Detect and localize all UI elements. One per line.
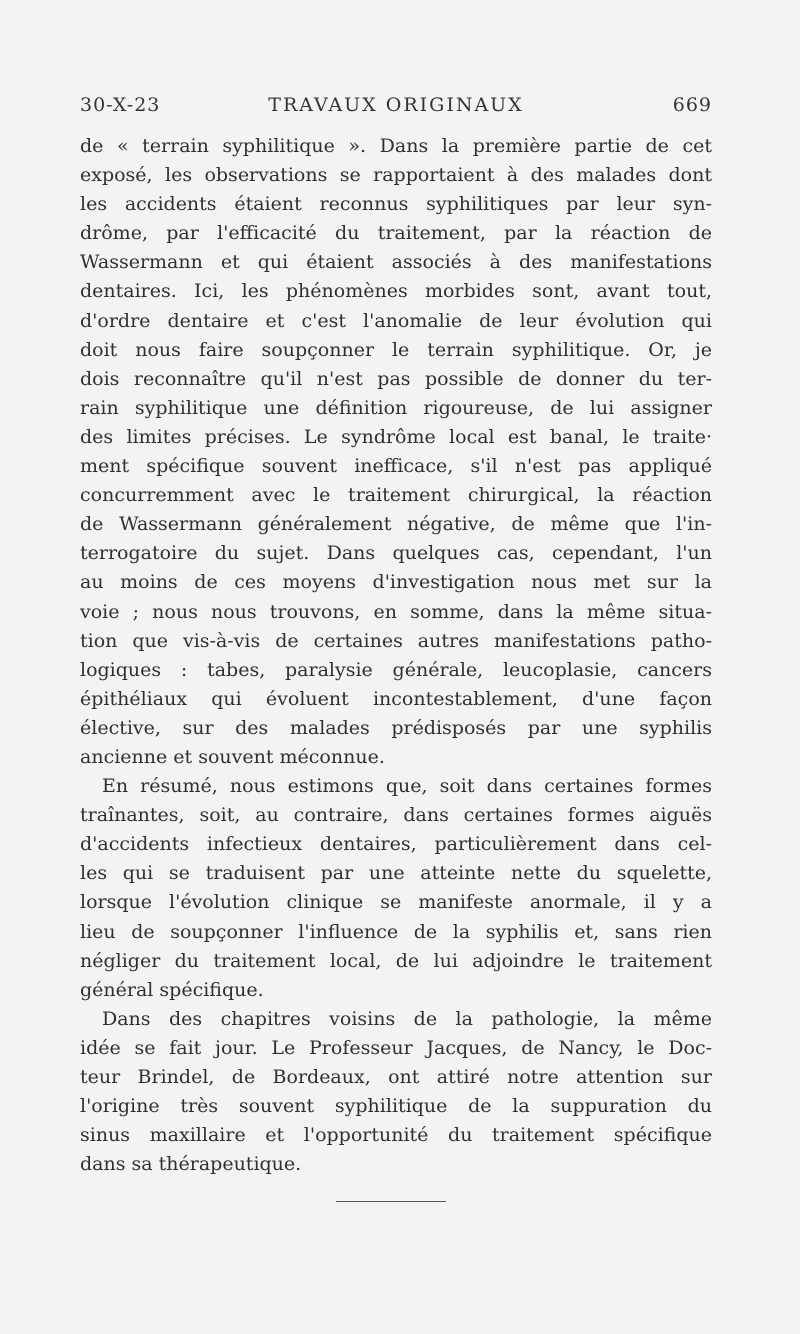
text-line: élective, sur des malades prédisposés par une syphilis — [80, 716, 712, 739]
running-header — [80, 94, 712, 124]
text-line: idée se fait jour. Le Professeur Jacques, de Nancy, le Doc- — [80, 1036, 712, 1059]
text-line: concurremment avec le traitement chirurgical, la réaction — [80, 484, 712, 507]
text-line: négliger du traitement local, de lui adjoindre le traitement — [80, 949, 712, 972]
text-line: Wassermann et qui étaient associés à des manifestations — [80, 251, 712, 274]
text-line: de « terrain syphilitique ». Dans la première partie de cet — [80, 135, 712, 157]
body-text — [80, 132, 712, 1179]
text-line: En résumé, nous estimons que, soit dans certaines formes — [102, 775, 712, 798]
text-line: dois reconnaître qu'il n'est pas possible de donner du ter- — [80, 367, 712, 390]
text-line: ancienne et souvent méconnue. — [80, 745, 385, 768]
text-line: dans sa thérapeutique. — [80, 1153, 302, 1176]
text-line: épithéliaux qui évoluent incontestablement, d'une façon — [80, 687, 712, 710]
text-line: logiques : tabes, paralysie générale, leucoplasie, cancers — [80, 658, 712, 681]
text-line: lieu de soupçonner l'influence de la syphilis et, sans rien — [80, 920, 712, 943]
text-line: traînantes, soit, au contraire, dans certaines formes aiguës — [80, 804, 712, 827]
text-line: général spécifique. — [80, 978, 264, 1001]
text-line: voie ; nous nous trouvons, en somme, dans la même situa- — [80, 600, 712, 623]
header-title: TRAVAUX ORIGINAUX — [268, 94, 524, 116]
text-line: des limites précises. Le syndrôme local est banal, le traite· — [80, 425, 712, 448]
text-line: teur Brindel, de Bordeaux, ont attiré notre attention sur — [80, 1066, 712, 1088]
text-line: sinus maxillaire et l'opportunité du traitement spécifique — [80, 1124, 712, 1147]
text-line: ment spécifique souvent inefficace, s'il n'est pas appliqué — [80, 455, 712, 478]
text-line: drôme, par l'efficacité du traitement, par la réaction de — [80, 222, 712, 245]
text-line: de Wassermann généralement négative, de même que l'in- — [80, 513, 712, 536]
text-line: les accidents étaient reconnus syphilitiques par leur syn- — [80, 193, 712, 216]
header-date: 30-X-23 — [80, 94, 161, 116]
text-line: doit nous faire soupçonner le terrain syphilitique. Or, je — [80, 338, 712, 361]
text-line: Dans des chapitres voisins de la pathologie, la même — [102, 1007, 712, 1030]
text-line: rain syphilitique une définition rigoureuse, de lui assigner — [80, 396, 712, 419]
text-line: d'ordre dentaire et c'est l'anomalie de leur évolution qui — [80, 309, 712, 332]
text-line: dentaires. Ici, les phénomènes morbides sont, avant tout, — [80, 280, 712, 303]
text-line: lorsque l'évolution clinique se manifeste anormale, il y a — [80, 891, 712, 914]
text-line: tion que vis-à-vis de certaines autres manifestations patho- — [80, 629, 712, 652]
text-line: d'accidents infectieux dentaires, particulièrement dans cel- — [80, 833, 712, 856]
text-line: exposé, les observations se rapportaient à des malades dont — [80, 164, 712, 187]
text-line: terrogatoire du sujet. Dans quelques cas, cependant, l'un — [80, 542, 712, 565]
text-line: au moins de ces moyens d'investigation nous met sur la — [80, 571, 712, 594]
end-rule — [336, 1201, 446, 1202]
text-line: l'origine très souvent syphilitique de la suppuration du — [80, 1095, 712, 1118]
page-number: 669 — [672, 94, 712, 116]
text-line: les qui se traduisent par une atteinte nette du squelette, — [80, 862, 712, 885]
